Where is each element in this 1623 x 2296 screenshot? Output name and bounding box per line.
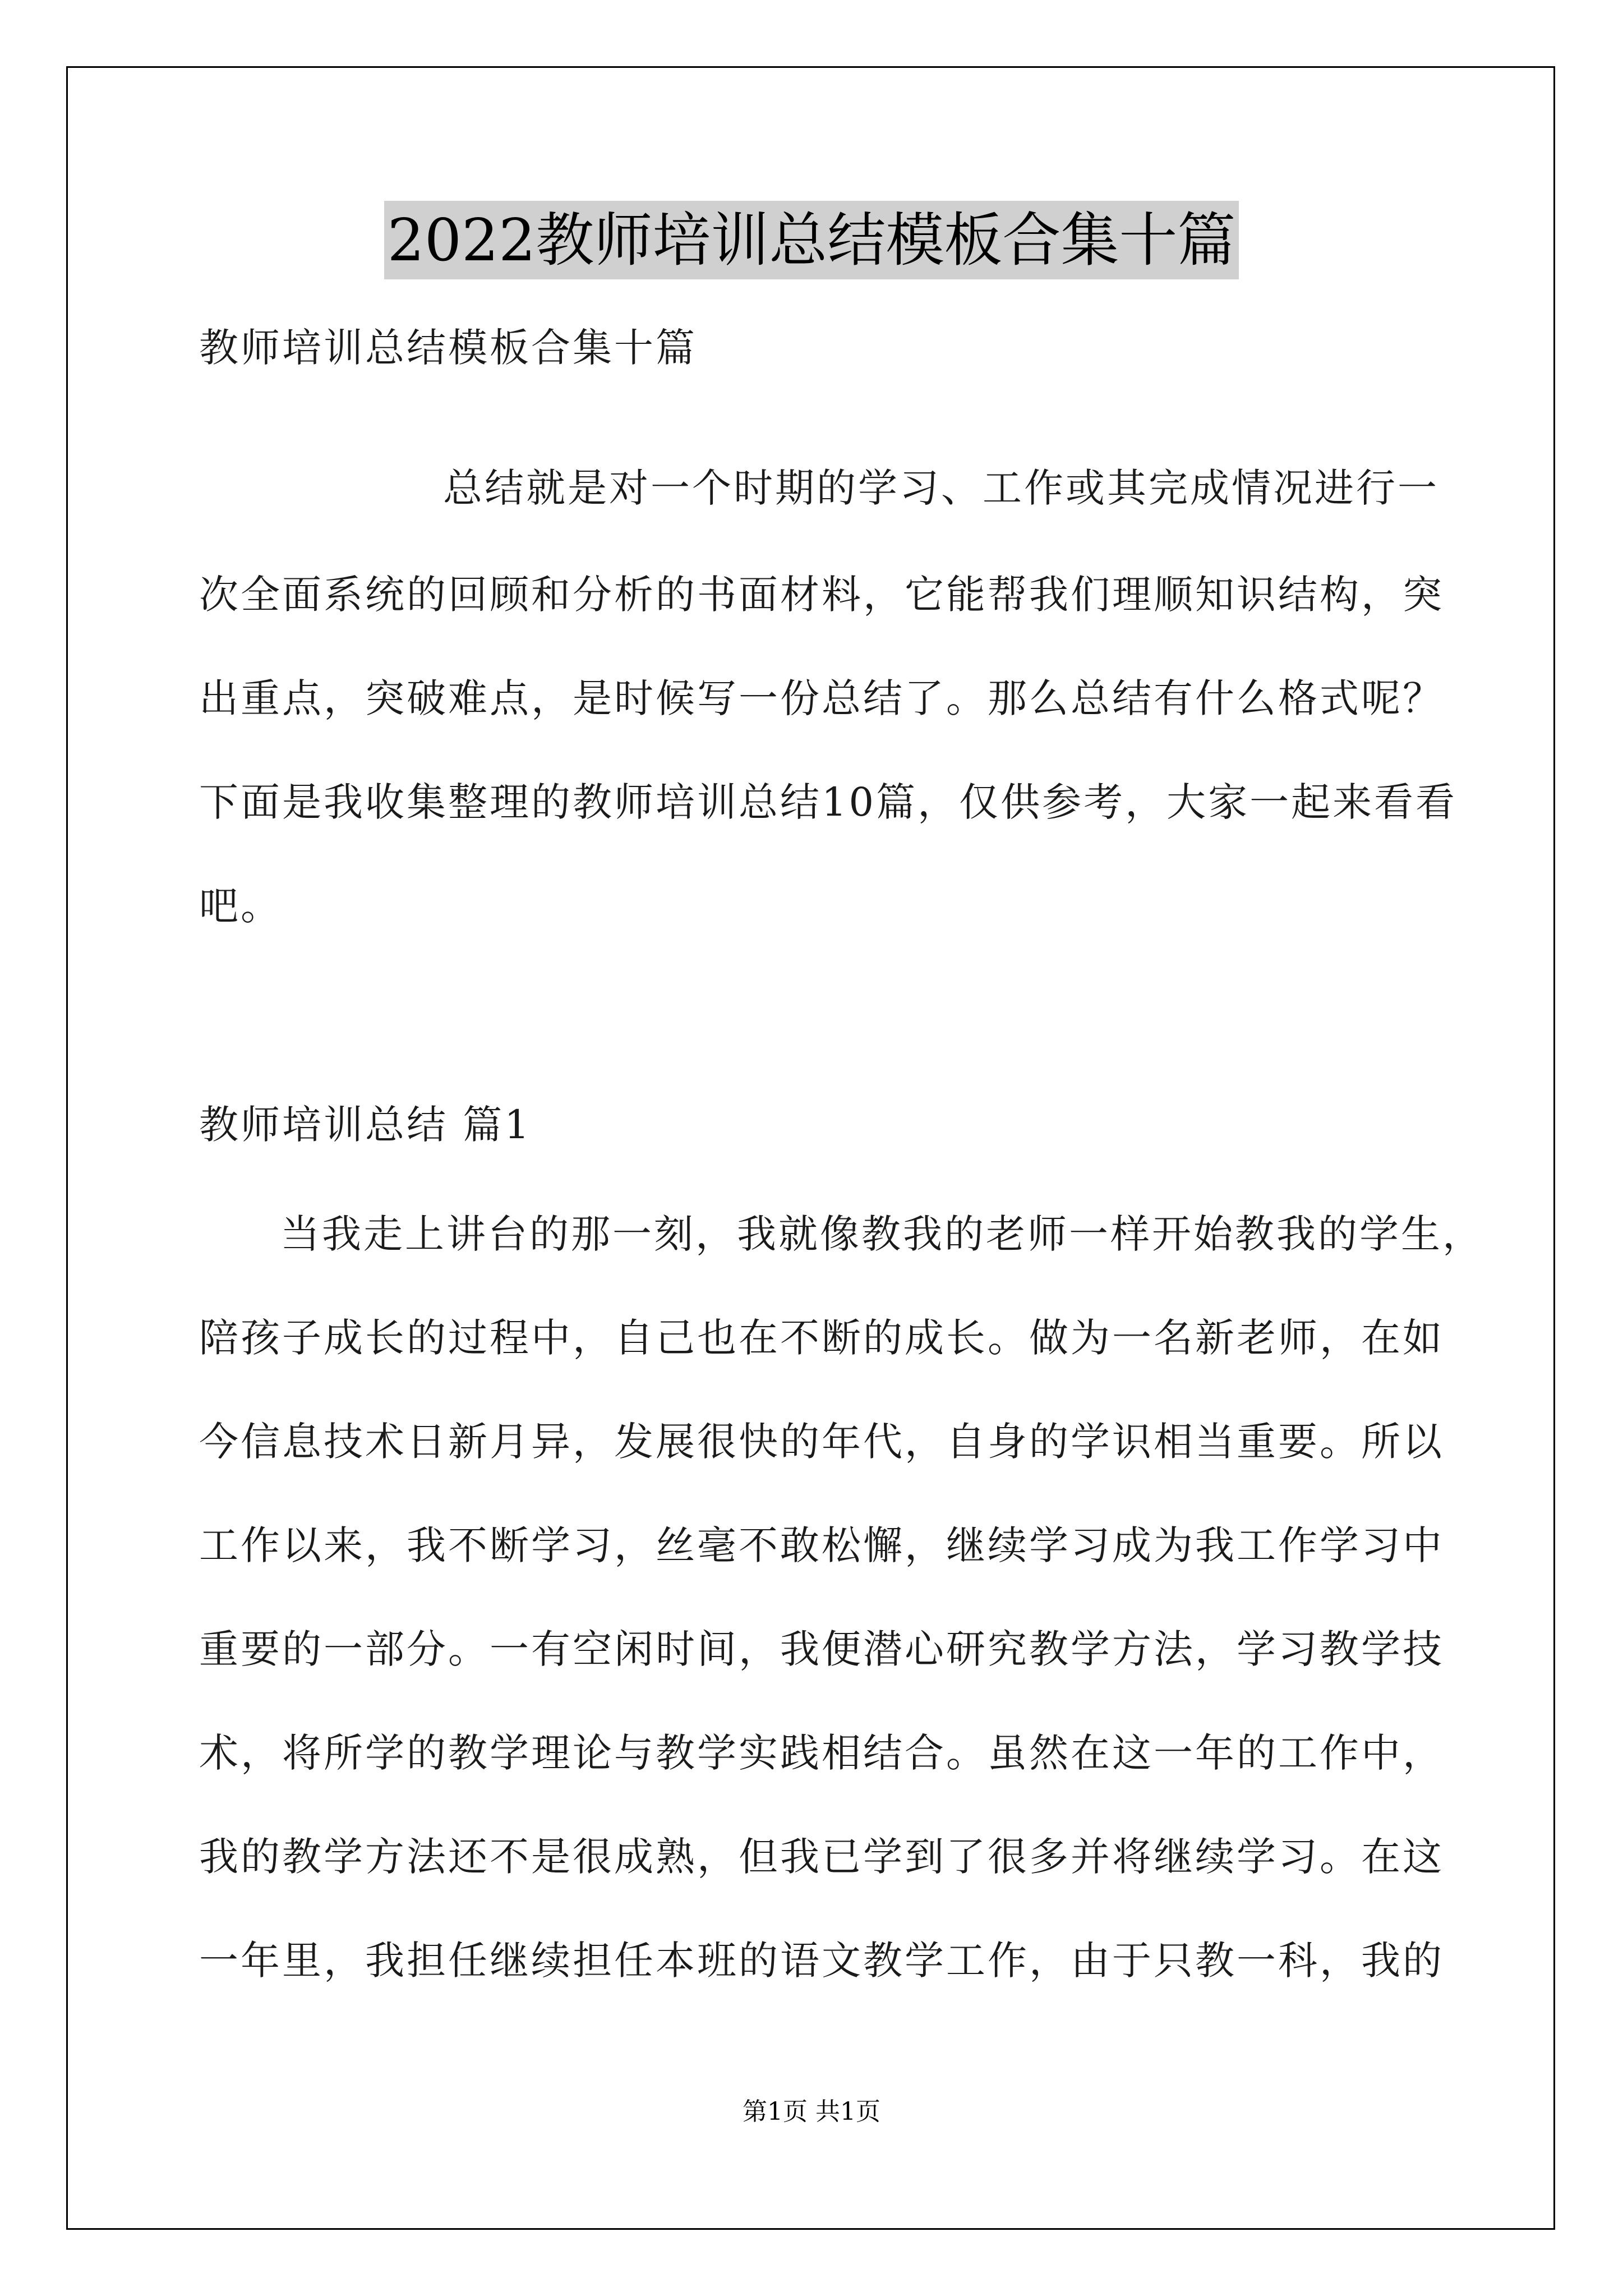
section-line: 术，将所学的教学理论与教学实践相结合。虽然在这一年的工作中， [199, 1730, 1444, 1776]
title-container [0, 201, 1623, 279]
section-line: 工作以来，我不断学习，丝毫不敢松懈，继续学习成为我工作学习中 [199, 1522, 1444, 1568]
section-line: 当我走上讲台的那一刻，我就像教我的老师一样开始教我的学生， [280, 1211, 1484, 1257]
section-line: 今信息技术日新月异，发展很快的年代，自身的学识相当重要。所以 [199, 1419, 1444, 1465]
intro-line: 吧。 [199, 883, 282, 929]
intro-line: 下面是我收集整理的教师培训总结10篇，仅供参考，大家一起来看看 [199, 779, 1458, 825]
section-heading: 教师培训总结 篇1 [199, 1102, 532, 1148]
section-line: 一年里，我担任继续担任本班的语文教学工作，由于只教一科，我的 [199, 1938, 1444, 1984]
intro-line: 总结就是对一个时期的学习、工作或其完成情况进行一 [443, 465, 1439, 511]
section-line: 陪孩子成长的过程中，自己也在不断的成长。做为一名新老师，在如 [199, 1315, 1444, 1361]
document-subtitle: 教师培训总结模板合集十篇 [199, 325, 697, 371]
document-title: 2022教师培训总结模板合集十篇 [384, 201, 1239, 279]
section-line: 我的教学方法还不是很成熟，但我已学到了很多并将继续学习。在这 [199, 1834, 1444, 1880]
intro-line: 出重点，突破难点，是时候写一份总结了。那么总结有什么格式呢？ [199, 675, 1444, 721]
intro-line: 次全面系统的回顾和分析的书面材料，它能帮我们理顺知识结构，突 [199, 572, 1444, 618]
section-line: 重要的一部分。一有空闲时间，我便潜心研究教学方法，学习教学技 [199, 1626, 1444, 1672]
page-footer: 第1页 共1页 [743, 2097, 880, 2126]
